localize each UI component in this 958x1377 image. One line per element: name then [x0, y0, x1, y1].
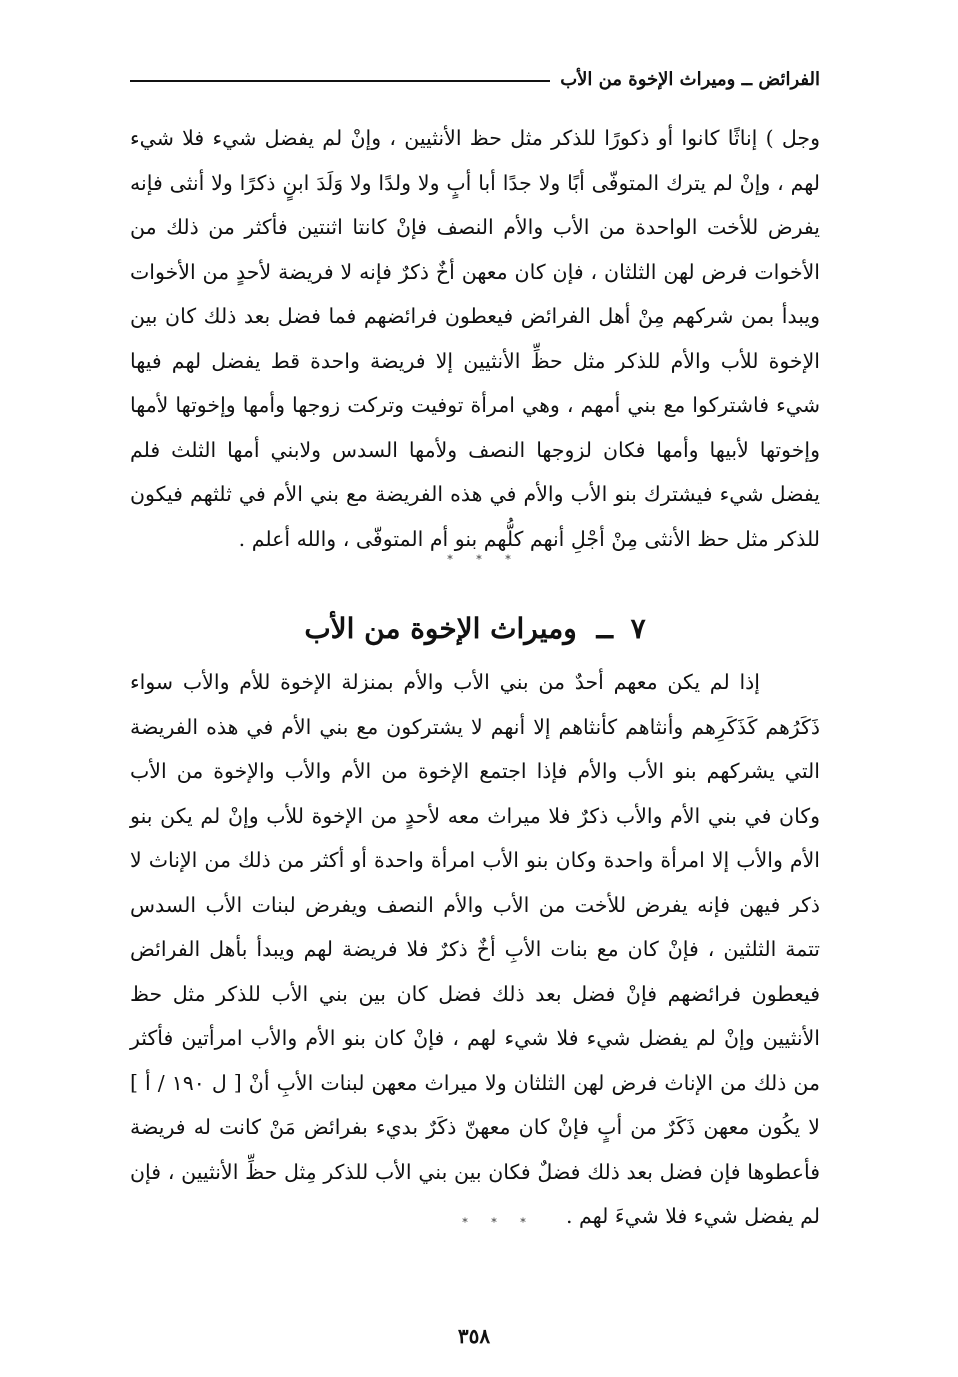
paragraph-text: إذا لم يكن معهم أحدٌ من بني الأب والأم بمنزلة الإخوة للأم والأب سواء ذَكَرُهم كَذَكَرِهم وأنثاهم كأنثاهم إلا أنهم لا يشتركون مع بني الأم في هذه الفريضة التي يشركهم بنو الأب والأم فإذا اجتمع الإخوة من الأم والأب والإخوة من الأب وكان في بني الأم والأب ذكرٌ فلا ميراث معه لأحدٍ من الإخوة للأب وإنْ لم يكن بنو الأم والأب إلا امرأة واحدة وكان بنو الأب امرأة واحدة أو أكثر من ذلك من الإناث لا ذكر فيهن فإنه يفرض للأخت من الأب والأم النصف ويفرض لبنات الأب السدس تتمة الثلثين ، فإنْ كان مع بنات الأبِ أخٌ ذكرٌ فلا فريضة لهم ويبدأ بأهل الفرائض فيعطون فرائضهم فإنْ فضل بعد ذلك فضل كان بين بني الأب للذكر مثل حظ الأنثيين وإنْ لم يفضل شيء فلا شيء لهم ، فإنْ كان بنو الأم والأب امرأتين فأكثر من ذلك من الإناث فرض لهن الثلثان ولا ميراث معهن لبنات الأبِ أنْ [ ل ١٩٠ / أ ] لا يكُون معهن ذَكَرٌ من أبٍ فإنْ كان معهنّ ذكَرٌ بديء بفرائض مَنْ كانت له فريضة فأعطوها فإن فضل بعد ذلك فضلٌ فكان بين بني الأب للذكر مِثل حظِّ الأنثيين ، فإن لم يفضل شيء فلا شيءَ لهم .	[130, 670, 820, 1228]
running-header-title: الفرائض ــ وميراث الإخوة من الأب	[560, 68, 820, 90]
end-separator: * * *	[462, 1216, 536, 1229]
section-number: ٧	[630, 612, 646, 645]
section-dash: ــ	[596, 612, 613, 645]
section-body	[130, 660, 820, 1239]
running-header	[130, 62, 820, 96]
section-title: وميراث الإخوة من الأب	[304, 612, 577, 645]
section-separator: * * *	[447, 553, 521, 566]
page-number: ٣٥٨	[457, 1324, 491, 1348]
paragraph-text: وجل ) إناثًا كانوا أو ذكورًا للذكر مثل حظ الأنثيين ، وإنْ لم يفضل شيء فلا شيء لهم ، وإنْ لم يترك المتوفّى أبًا ولا جدًا أبا أبٍ ولا ولدًا ولا وَلَدَ ابنٍ ذكرًا ولا أنثى فإنه يفرض للأخت الواحدة من الأب والأم النصف فإنْ كانتا اثنتين فأكثر من ذلك من الأخوات فرض لهن الثلثان ، فإن كان معهن أخٌ ذكرٌ فإنه لا فريضة لأحدٍ من الأخوات ويبدأ بمن شركهم مِنْ أهل الفرائض فيعطون فرائضهم فما فضل بعد ذلك كان بين الإخوة للأب والأم للذكر مثل حظِّ الأنثيين إلا فريضة واحدة قط يفضل لهم فيها شيء فاشتركوا مع بني أمهم ، وهي امرأة توفيت وتركت زوجها وأمها وإخوتها لأمها وإخوتها لأبيها وأمها فكان لزوجها النصف ولأمها السدس ولابني أمها الثلث فلم يفضل شيء فيشترك بنو الأب والأم في هذه الفريضة مع بني الأم في ثلثهم فيكون للذكر مثل حظ الأنثى مِنْ أجْلِ أنهم كلُّهم بنو أم المتوفّى ، والله أعلم .	[130, 126, 821, 551]
header-rule	[130, 80, 550, 82]
section-heading	[130, 612, 820, 645]
continued-paragraph	[130, 116, 820, 561]
